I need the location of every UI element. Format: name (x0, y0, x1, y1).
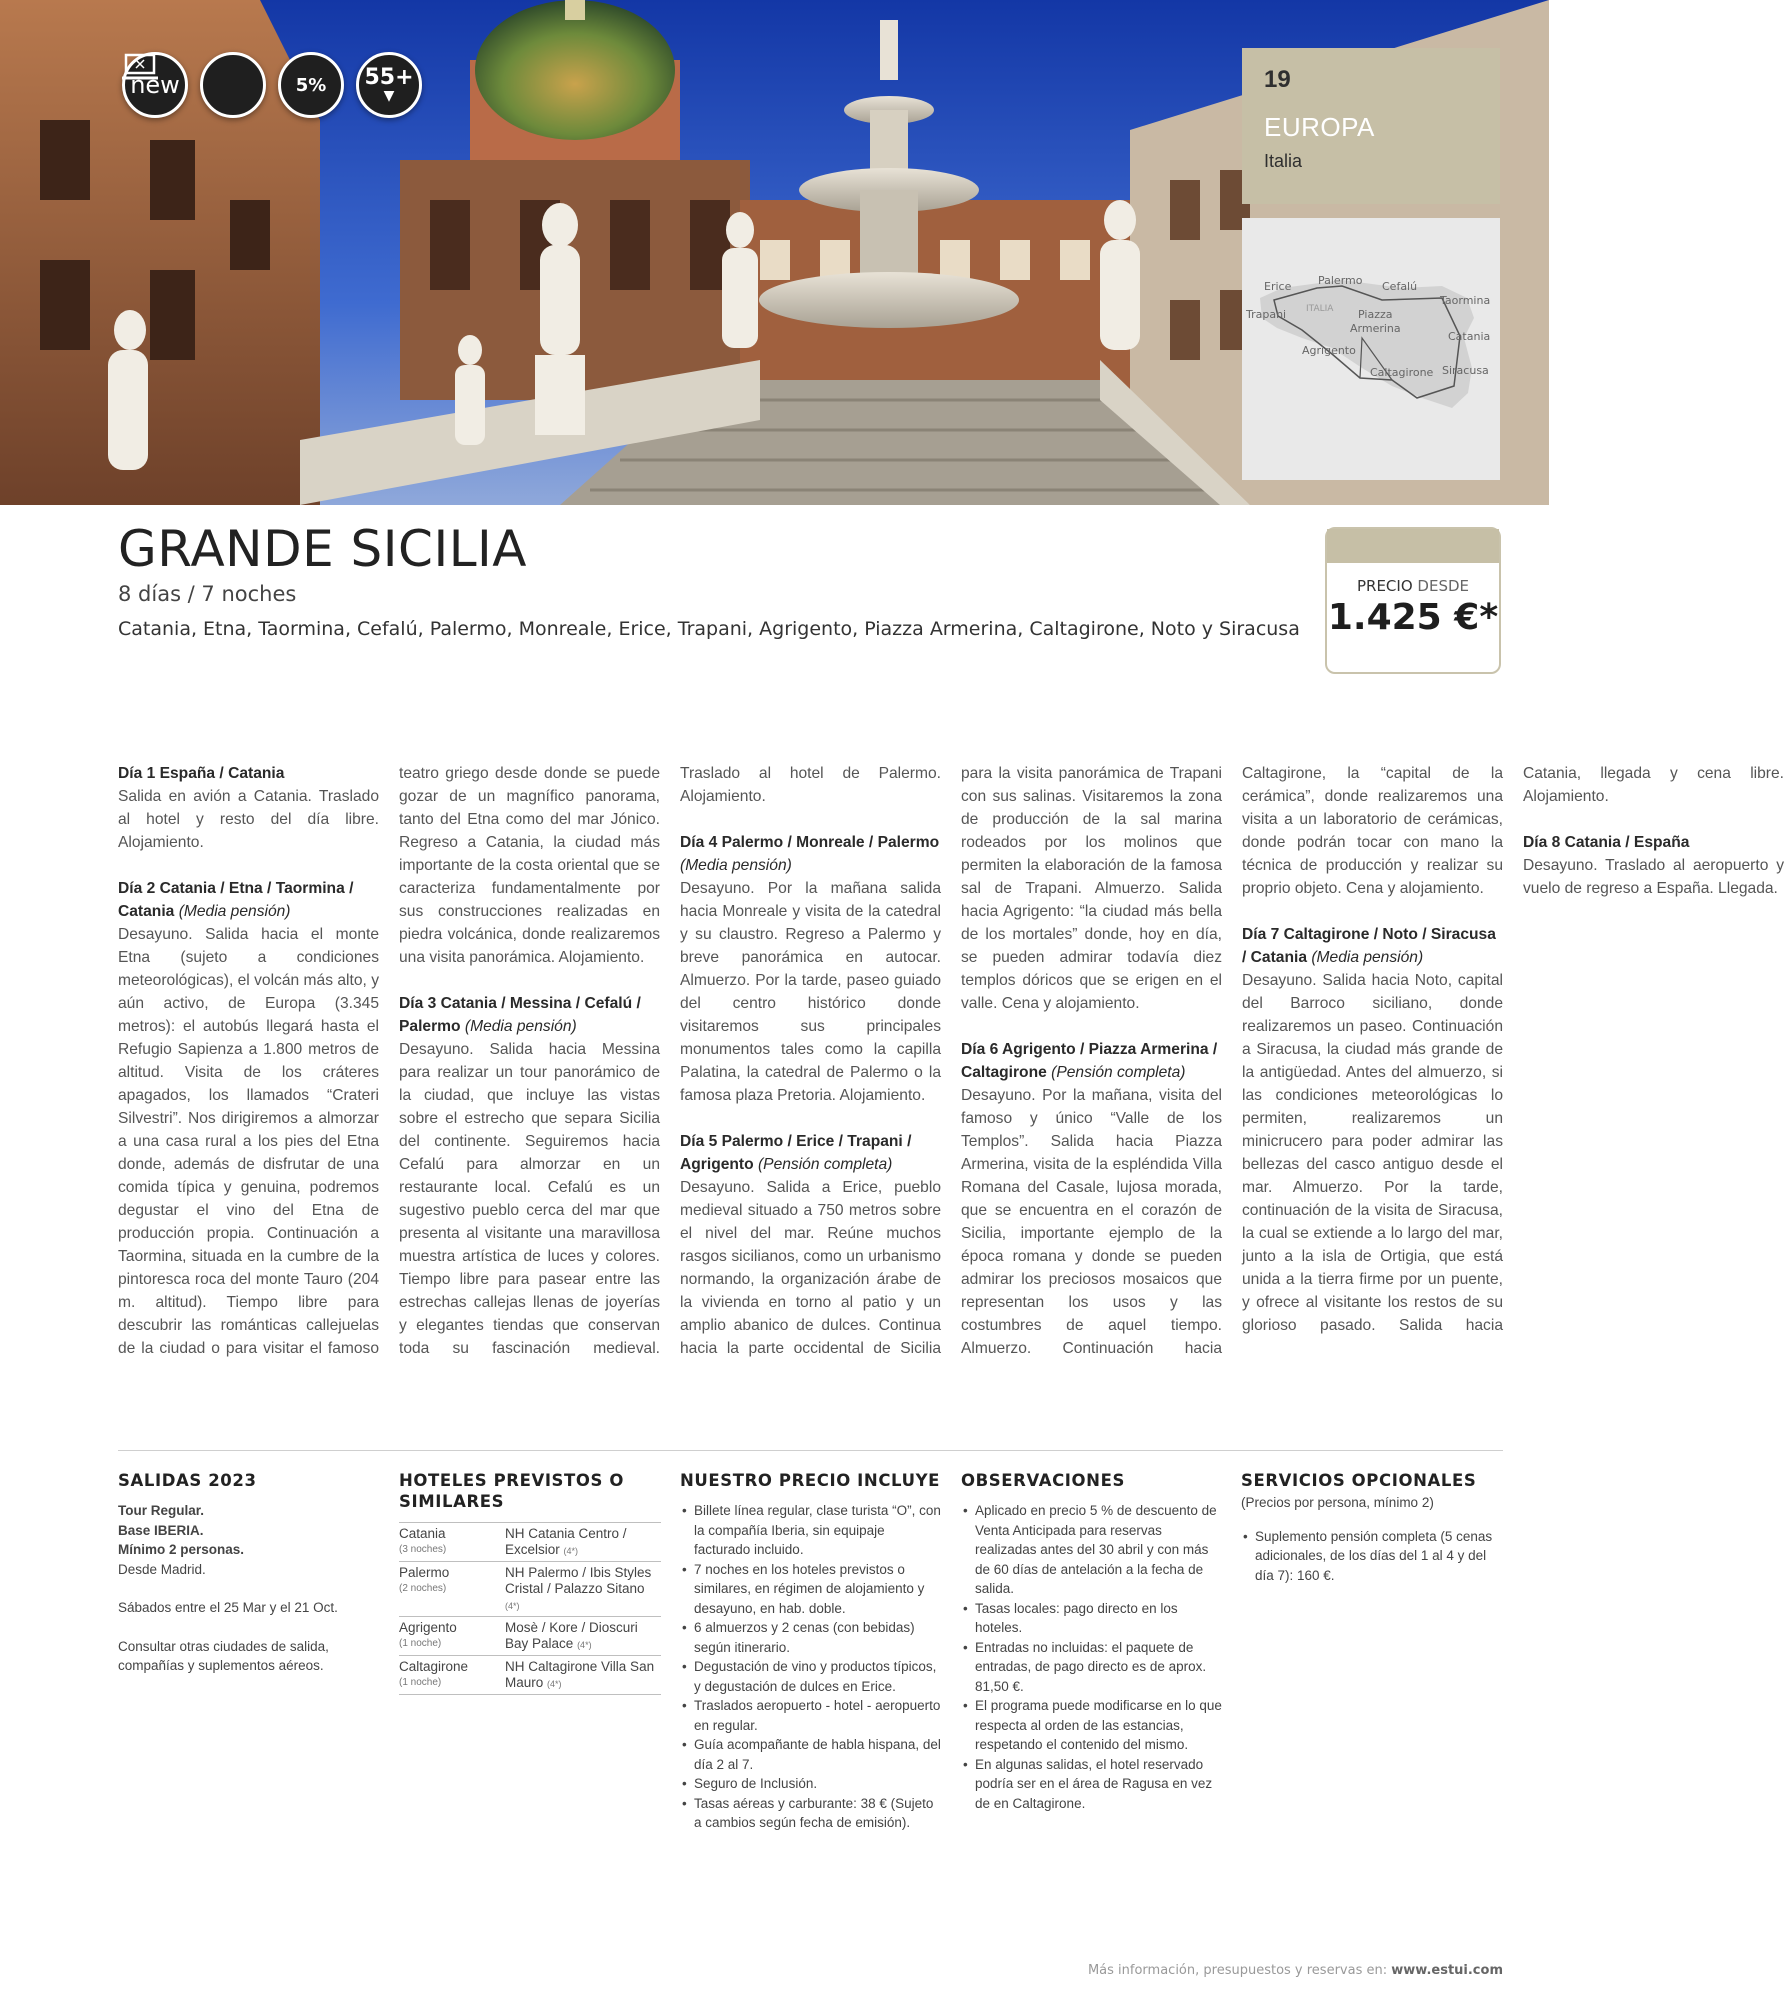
incluye-item: • Degustación de vino y productos típicos, y degustación de dulces en Erice. (680, 1657, 942, 1696)
hotel-city: Agrigento (399, 1620, 457, 1635)
sicily-map-shape (1242, 218, 1500, 480)
day-heading-text: Día 5 Palermo / Erice / Trapani / Agrigento (680, 1133, 912, 1173)
hotel-city: Catania (399, 1526, 446, 1541)
day-description: Desayuno. Salida hacia el monte Etna (sujeto a condiciones meteorológicas), el volcán más alto, y aún activo, de Europa (3.345 metros): el autobús llegará hasta el Refugio Sapienza a 1.800 metros de altitud. Visita de los cráteres apagados, los llamados “Crateri Silvestri”. Nos dirigiremos a almorzar a una casa rural a los pies del Etna donde, además de disfrutar de una comida típica y genuina, podremos degustar el vino del Etna de producción propia. Continuación a Taormina, situada en la cumbre de la pintoresca roca del monte Tauro (204 m. altitud). Tiempo libre para descubrir las románticas callejuelas de la ciudad o para visitar el famoso teatro griego desde donde se puede gozar de un magnífico panorama, tanto del Etna como del mar Jónico. Regreso a Catania, la ciudad más importante de la costa oriental que se caracteriza fundamentalmente por sus construcciones realizadas en piedra volcánica, donde realizaremos una visita panorámica. Alojamiento. (118, 765, 660, 1357)
hotel-name-cell (505, 1562, 661, 1617)
region-country: Italia (1264, 151, 1303, 171)
region-panel (1242, 48, 1500, 488)
salidas-title: SALIDAS 2023 (118, 1471, 257, 1490)
price-value: 1.425 €* (1327, 597, 1499, 638)
day-heading-text: Día 8 Catania / España (1523, 834, 1690, 851)
senior-badge-value: 55+ (364, 65, 414, 90)
day-heading (399, 992, 660, 1038)
day-meal-plan: (Media pensión) (178, 903, 291, 920)
footer-link[interactable]: www.estui.com (1391, 1963, 1503, 1978)
hotel-name-cell (505, 1523, 661, 1562)
hotel-nights: (2 noches) (399, 1583, 447, 1594)
hotel-nights: (1 noche) (399, 1677, 442, 1688)
salidas-line1: Tour Regular. (118, 1503, 205, 1518)
discount-badge-value: 5% (295, 74, 327, 96)
day-description: Desayuno. Salida a Erice, pueblo medieval situado a 750 metros sobre el nivel del mar. Reúne muchos rasgos sicilianos, como un urbanismo normando, la organización árabe de la vivienda en torno al patio y un amplio abanico de dulces. Continua hacia la parte occidental de Sicilia para la visita panorámica de Trapani con sus salinas. Visitaremos la zona de producción de la sal marina rodeados por los molinos que permiten la elaboración de la famosa sal de Trapani. Almuerzo. Salida hacia Agrigento: “la ciudad más bella de los mortales” donde, hoy en día, se pueden admirar todavía diez templos dóricos que se erigen en el valle. Cena y alojamiento. (680, 765, 1222, 1357)
day-meal-plan: (Media pensión) (1311, 949, 1424, 966)
observaciones-list (961, 1501, 1223, 1813)
incluye-title: NUESTRO PRECIO INCLUYE (680, 1471, 940, 1490)
day-heading-text: Día 3 Catania / Messina / Cefalú / Palermo (399, 995, 641, 1035)
incluye-section (680, 1470, 942, 1833)
map-label-agrigento: Agrigento (1302, 344, 1356, 357)
day-heading-text: Día 2 Catania / Etna / Taormina / Catania (118, 880, 354, 920)
observaciones-item: • Aplicado en precio 5 % de descuento de Venta Anticipada para reservas realizadas antes del 30 abril y con más de 60 días de antelación a la fecha de salida. (961, 1501, 1223, 1599)
opcionales-title: SERVICIOS OPCIONALES (1241, 1471, 1477, 1490)
opcionales-subtitle: (Precios por persona, mínimo 2) (1241, 1495, 1434, 1510)
hotel-city: Palermo (399, 1565, 450, 1580)
tour-duration: 8 días / 7 noches (118, 582, 297, 606)
map-label-trapani: Trapani (1246, 308, 1287, 321)
hotel-row (399, 1656, 661, 1695)
map-label-siracusa: Siracusa (1442, 364, 1489, 377)
observaciones-item: • En algunas salidas, el hotel reservado podría ser en el área de Ragusa en vez de en Caltagirone. (961, 1755, 1223, 1814)
day-description: Desayuno. Traslado al aeropuerto y vuelo de regreso a España. Llegada. (1523, 857, 1784, 897)
incluye-item: • Guía acompañante de habla hispana, del día 2 al 7. (680, 1735, 942, 1774)
hotel-name-cell (505, 1656, 661, 1695)
incluye-item: • Seguro de Inclusión. (680, 1774, 942, 1794)
day-description: Desayuno. Salida hacia Noto, capital del Barroco siciliano, donde realizaremos un paseo. Continuación a Siracusa, la ciudad más grande de la antigüedad. Antes del almuerzo, si las condiciones meteorológicas lo permiten, realizaremos un minicrucero para poder admirar las bellezas del casco antiguo desde el mar. Almuerzo. Por la tarde, continuación de la visita de Siracusa, la cual se extiende a lo largo del mar, junto a la isla de Ortigia, que está unida a la tierra firme por un puente, y ofrece al visitante los restos de su glorioso pasado. Salida hacia Catania, llegada y cena libre. Alojamiento. (1242, 765, 1784, 1334)
opcionales-list (1241, 1527, 1503, 1586)
map-label-cefalu: Cefalú (1382, 280, 1418, 293)
new-badge: new (122, 52, 188, 118)
salidas-consult: Consultar otras ciudades de salida, compañías y suplementos aéreos. (118, 1638, 329, 1673)
map-label-piazza: Piazza (1358, 308, 1393, 321)
salidas-dates: Sábados entre el 25 Mar y el 21 Oct. (118, 1600, 338, 1615)
salidas-section (118, 1470, 380, 1676)
hoteles-title: HOTELES PREVISTOS O SIMILARES (399, 1471, 624, 1511)
route-map (1242, 218, 1500, 480)
day-meal-plan: (Media pensión) (464, 1018, 577, 1035)
day-heading (680, 831, 941, 877)
incluye-item: • 6 almuerzos y 2 cenas (con bebidas) según itinerario. (680, 1618, 942, 1657)
day-heading (961, 1038, 1222, 1084)
day-description: Desayuno. Por la mañana, visita del famoso y único “Valle de los Templos”. Salida hacia Piazza Armerina, visita de la espléndida Villa Romana del Casale, lujosa morada, que se encuentra en el corazón de Sicilia, importante ejemplo de la época romana y donde se pueden admirar los preciosos mosaicos que representan los usos y las costumbres de aquel tiempo. Almuerzo. Continuación hacia Caltagirone, la “capital de la cerámica”, donde realizaremos una visita a un laboratorio de cerámicas, donde podrán tocar con mano la técnica de producción y realizar su proprio objeto. Cena y alojamiento. (961, 765, 1503, 1357)
hero-photo (0, 0, 1549, 505)
day-heading (118, 762, 379, 785)
day-meal-plan: (Media pensión) (680, 857, 792, 874)
hotel-name: NH Palermo / Ibis Styles Cristal / Palazzo Sitano (505, 1565, 652, 1596)
hotel-row (399, 1523, 661, 1562)
senior-badge (356, 52, 422, 118)
day-heading (1242, 923, 1503, 969)
price-label-text: PRECIO (1356, 577, 1413, 595)
feature-badges (122, 52, 422, 118)
itinerary-day (1523, 831, 1784, 900)
hotel-row (399, 1617, 661, 1656)
salidas-line3: Mínimo 2 personas. (118, 1542, 245, 1557)
arrow-down-icon: ▼ (383, 88, 395, 104)
observaciones-item: • El programa puede modificarse en lo que respecta al orden de las estancias, respetando el contenido del mismo. (961, 1696, 1223, 1755)
day-heading (118, 877, 379, 923)
day-meal-plan: (Pensión completa) (757, 1156, 893, 1173)
hoteles-section (399, 1470, 661, 1695)
hotel-nights: (1 noche) (399, 1638, 442, 1649)
map-label-palermo: Palermo (1318, 274, 1363, 287)
hotel-city: Caltagirone (399, 1659, 469, 1674)
observaciones-title: OBSERVACIONES (961, 1471, 1125, 1490)
opcionales-section (1241, 1470, 1503, 1585)
hotel-stars: (4*) (577, 1640, 592, 1650)
hotel-name-cell (505, 1617, 661, 1656)
map-label-taormina: Taormina (1440, 294, 1491, 307)
region-name: EUROPA (1264, 112, 1375, 142)
hotel-stars: (4*) (563, 1546, 579, 1556)
observaciones-item: • Tasas locales: pago directo en los hoteles. (961, 1599, 1223, 1638)
discount-badge (278, 52, 344, 118)
map-label-erice: Erice (1264, 280, 1292, 293)
hotel-city-cell (399, 1562, 505, 1617)
day-meal-plan: (Pensión completa) (1051, 1064, 1186, 1081)
hotel-city-cell (399, 1656, 505, 1695)
price-label (1327, 577, 1499, 595)
hotel-city-cell (399, 1617, 505, 1656)
hotels-table (399, 1522, 661, 1695)
incluye-item: • Billete línea regular, clase turista “O”, con la compañía Iberia, sin equipaje facturado incluido. (680, 1501, 942, 1560)
day-heading-text: Día 4 Palermo / Monreale / Palermo (680, 834, 940, 851)
page-number: 19 (1264, 66, 1291, 93)
itinerary-day (118, 762, 379, 854)
day-description: Desayuno. Salida hacia Messina para realizar un tour panorámico de la ciudad, que incluye las vistas sobre el estrecho que separa Sicilia del continente. Seguiremos hacia Cefalú para almorzar en un restaurante local. Cefalú es un sugestivo pueblo cerca del mar que presenta al visitante una maravillosa muestra artística de luces y colores. Tiempo libre para pasear entre las estrechas callejas llenas de joyerías y elegantes tiendas que conservan toda su fascinación medieval. Traslado al hotel de Palermo. Alojamiento. (399, 765, 941, 1357)
day-description: Salida en avión a Catania. Traslado al hotel y resto del día libre. Alojamiento. (118, 788, 379, 851)
price-box-header (1327, 529, 1499, 563)
hotel-name: Mosè / Kore / Dioscuri Bay Palace (505, 1620, 638, 1651)
day-heading-text: Día 7 Caltagirone / Noto / Siracusa / Catania (1242, 926, 1496, 966)
observaciones-section (961, 1470, 1223, 1813)
day-heading-text: Día 1 España / Catania (118, 765, 285, 782)
tour-route: Catania, Etna, Taormina, Cefalú, Palermo, Monreale, Erice, Trapani, Agrigento, Piazza Armerina, Caltagirone, Noto y Siracusa (118, 618, 1300, 640)
hotel-nights: (3 noches) (399, 1544, 447, 1555)
day-description: Desayuno. Por la mañana salida hacia Monreale y visita de la catedral y su claustro. Regreso a Palermo y breve panorámica en autocar. Almuerzo. Por la tarde, paseo guiado del centro histórico donde visitaremos sus principales monumentos tales como la capilla Palatina, la catedral de Palermo o la famosa plaza Pretoria. Alojamiento. (680, 880, 941, 1104)
section-divider (118, 1450, 1503, 1451)
map-label-armerina: Armerina (1350, 322, 1401, 335)
online-booking-icon (200, 52, 266, 118)
map-label-catania: Catania (1448, 330, 1491, 343)
incluye-list (680, 1501, 942, 1833)
hotel-name: NH Caltagirone Villa San Mauro (505, 1659, 655, 1690)
incluye-item: • Tasas aéreas y carburante: 38 € (Sujeto a cambios según fecha de emisión). (680, 1794, 942, 1833)
hotel-city-cell (399, 1523, 505, 1562)
hotel-name: NH Catania Centro / Excelsior (505, 1526, 627, 1557)
itinerary-day (680, 831, 941, 1107)
incluye-item: • Traslados aeropuerto - hotel - aeropuerto en regular. (680, 1696, 942, 1735)
hotel-stars: (4*) (505, 1601, 520, 1611)
day-heading (680, 1130, 941, 1176)
observaciones-item: • Entradas no incluidas: el paquete de entradas, de pago directo es de aprox. 81,50 €. (961, 1638, 1223, 1697)
region-box (1242, 48, 1500, 204)
map-label-caltagirone: Caltagirone (1370, 366, 1434, 379)
price-label-desde: DESDE (1417, 577, 1469, 595)
hotel-row (399, 1562, 661, 1617)
tour-title: GRANDE SICILIA (118, 520, 528, 578)
price-box (1325, 527, 1501, 674)
opcionales-item: • Suplemento pensión completa (5 cenas adicionales, de los días del 1 al 4 y del día 7): 160 €. (1241, 1527, 1503, 1586)
hotel-stars: (4*) (547, 1679, 562, 1689)
day-heading-text: Día 6 Agrigento / Piazza Armerina / Caltagirone (961, 1041, 1218, 1081)
footer-note (1088, 1963, 1503, 1978)
incluye-item: • 7 noches en los hoteles previstos o similares, en régimen de alojamiento y desayuno, en hab. doble. (680, 1560, 942, 1619)
day-heading (1523, 831, 1784, 854)
salidas-line2: Base IBERIA. (118, 1522, 204, 1538)
itinerary (118, 762, 1784, 1372)
map-label-italia: ITALIA (1306, 304, 1334, 314)
footer-text: Más información, presupuestos y reservas en: (1087, 1963, 1392, 1978)
salidas-line4: Desde Madrid. (118, 1561, 206, 1577)
